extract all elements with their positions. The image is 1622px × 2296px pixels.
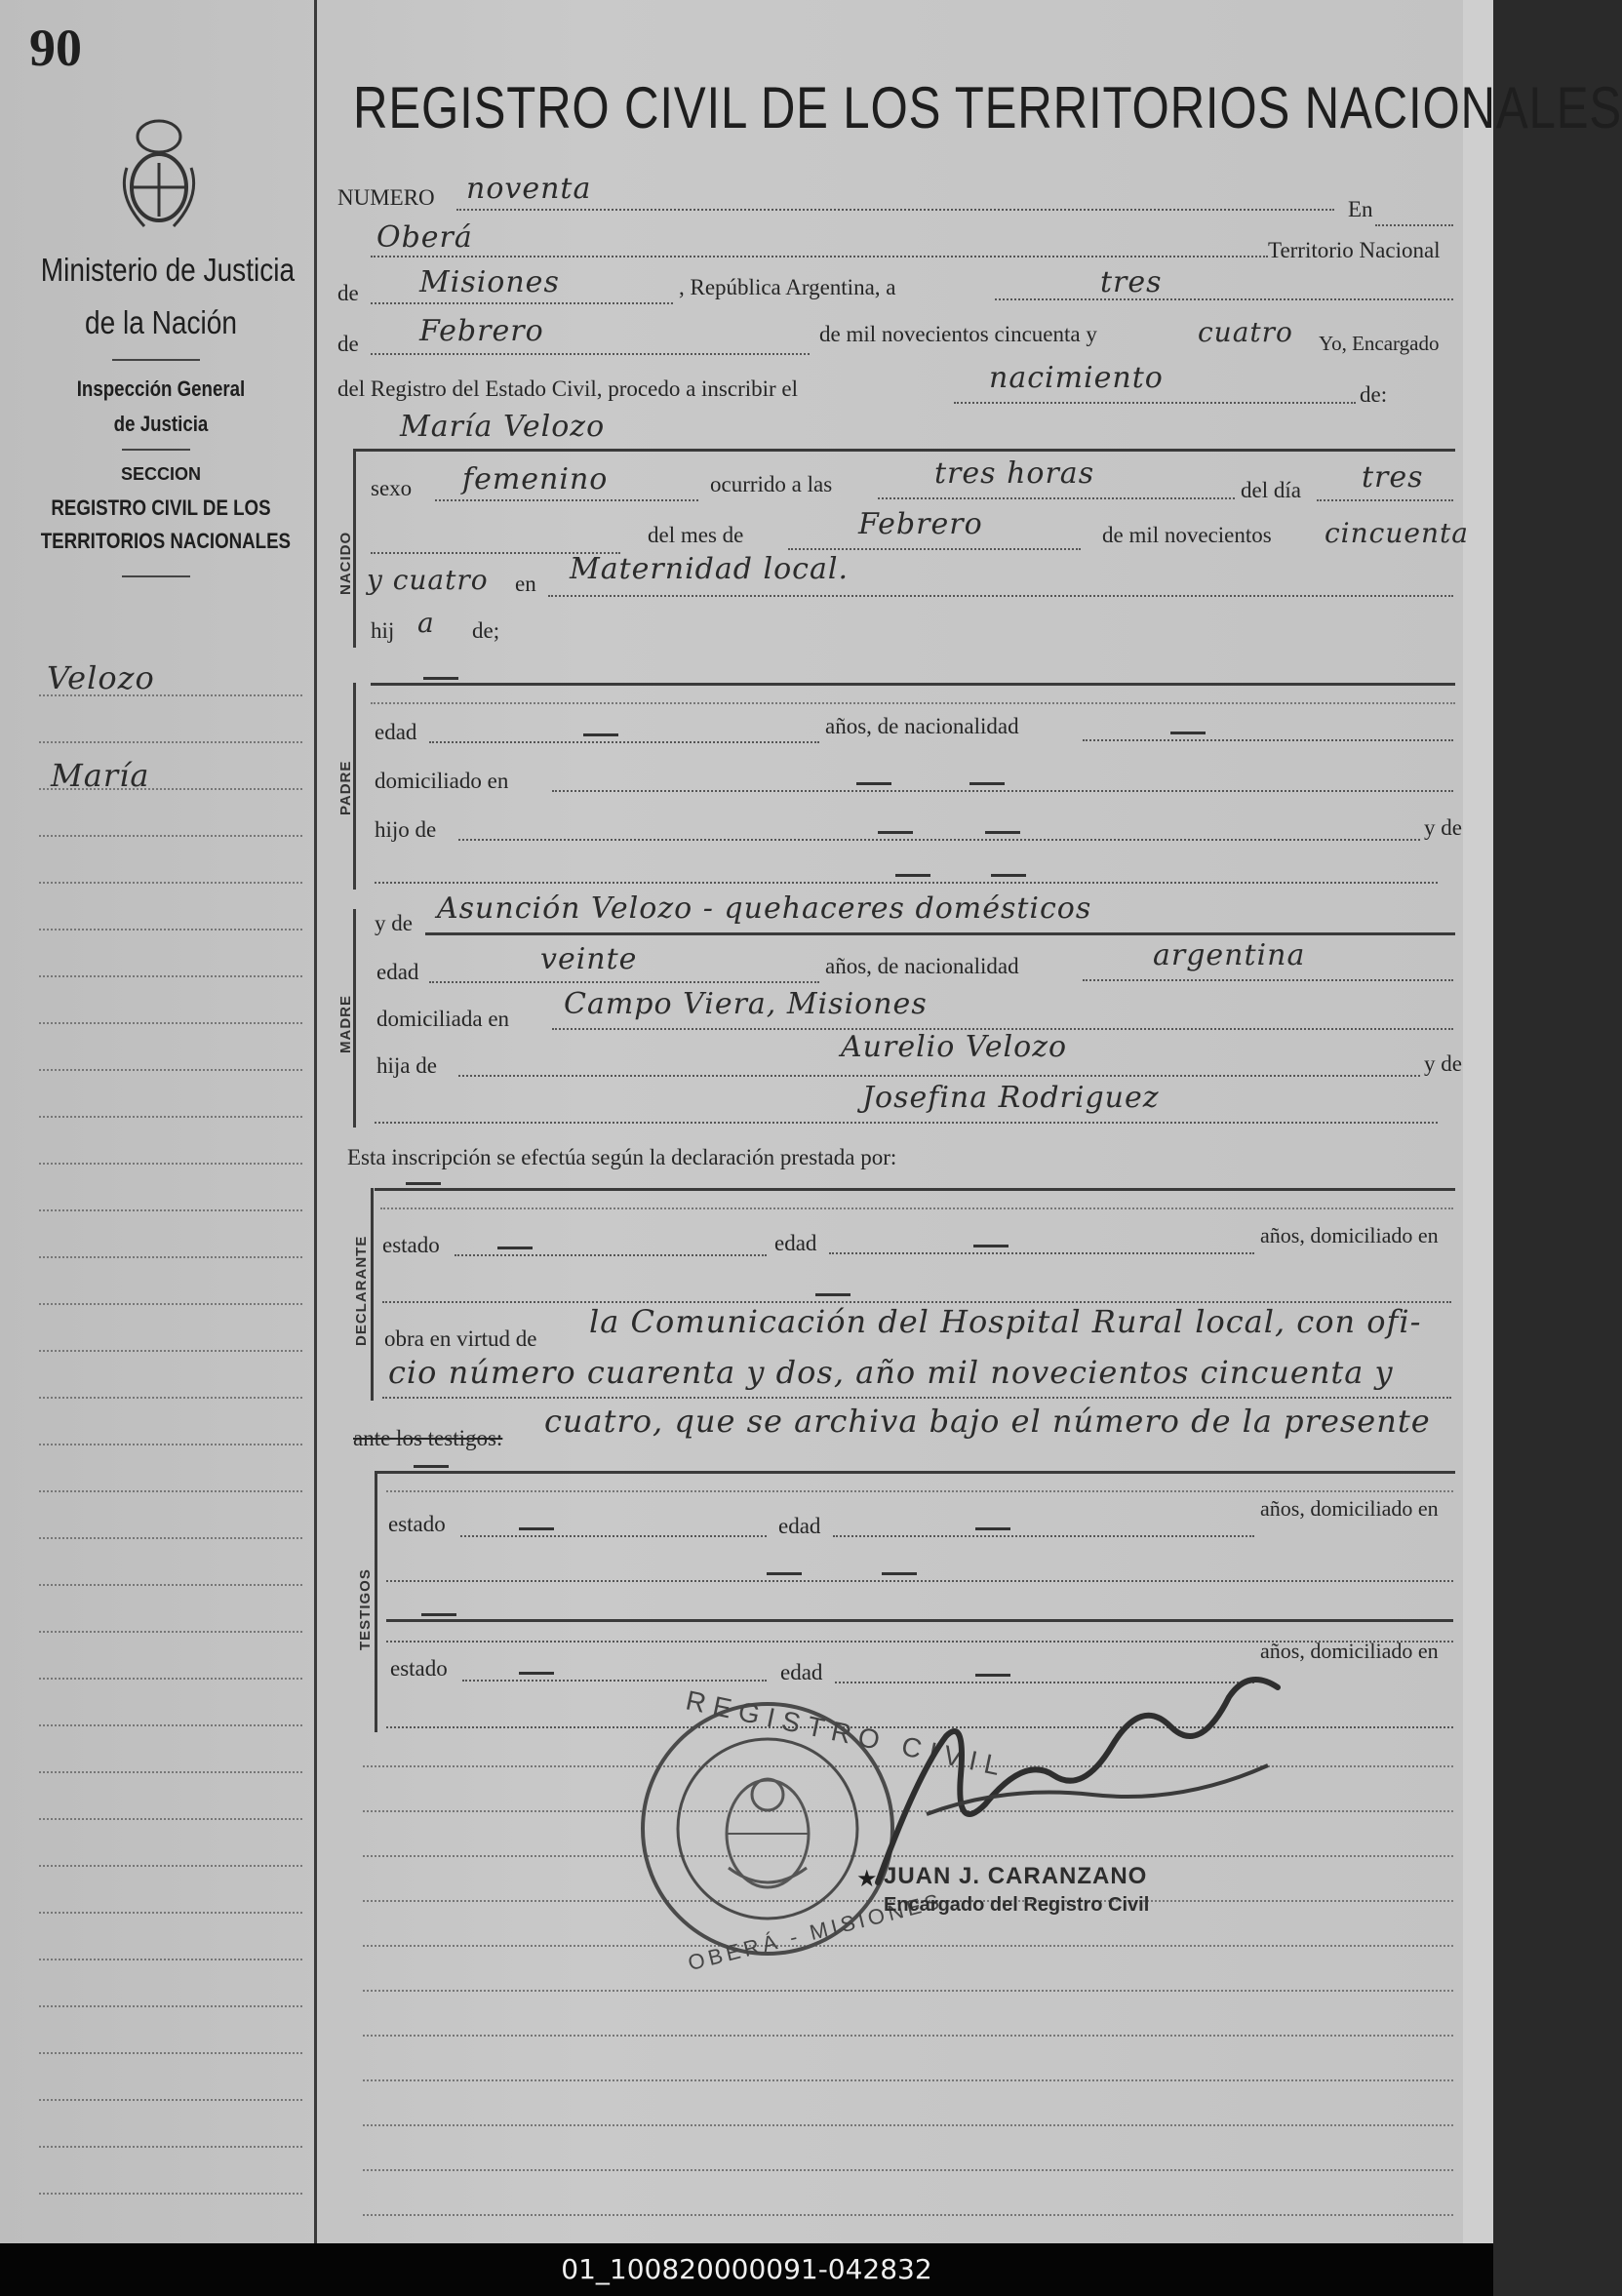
label-mil-nov-2: de mil novecientos — [1102, 523, 1272, 547]
label-del-mes: del mes de — [648, 523, 744, 547]
value-place: Maternidad local. — [570, 552, 849, 586]
margin-rule — [39, 1209, 302, 1211]
label-padre: PADRE — [337, 760, 354, 815]
rule-testigo2 — [386, 1619, 1453, 1622]
dash — [973, 1245, 1009, 1247]
dash — [985, 831, 1020, 834]
inspection-line1: Inspección General — [76, 376, 246, 401]
margin-rule — [39, 1912, 302, 1914]
margin-given-name: María — [51, 757, 150, 794]
label-del-dia: del día — [1241, 478, 1301, 502]
line-decl-state — [455, 1254, 767, 1256]
dash — [421, 1613, 456, 1616]
value-act: nacimiento — [989, 361, 1164, 395]
divider — [112, 359, 200, 361]
value-numero: noventa — [466, 172, 592, 206]
label-edad-madre: edad — [376, 960, 419, 984]
margin-rule — [39, 1865, 302, 1867]
margin-rule — [39, 1303, 302, 1305]
label-anios-domic-t2: años, domiciliado en — [1260, 1639, 1439, 1663]
margin-surname: Velozo — [47, 659, 155, 696]
margin-rule — [39, 882, 302, 884]
dash — [1170, 732, 1206, 734]
page-number: 90 — [29, 19, 82, 77]
line-t1-state — [460, 1535, 767, 1537]
margin-rule — [39, 2193, 302, 2195]
value-maternal-grandmother: Josefina Rodriguez — [862, 1081, 1160, 1115]
closing-rule — [363, 1945, 1453, 1947]
testigos-bracket — [375, 1471, 377, 1732]
line-hours — [878, 497, 1235, 499]
registrar-star-icon: ★ — [856, 1867, 878, 1892]
label-madre: MADRE — [337, 995, 354, 1053]
line-month — [371, 353, 810, 355]
closing-rule — [363, 2035, 1453, 2037]
label-domiciliado-padre: domiciliado en — [375, 769, 509, 793]
line-padre-parents — [458, 839, 1420, 841]
label-hij: hij — [371, 618, 395, 643]
line-numero — [456, 209, 1334, 211]
dash — [423, 677, 458, 680]
margin-rule — [39, 1818, 302, 1820]
declarante-bracket — [371, 1188, 374, 1401]
line-padre-nationality — [1083, 739, 1453, 741]
rule — [386, 1490, 1453, 1492]
rule-madre-name — [425, 932, 1455, 935]
line-birth-month — [788, 548, 1081, 550]
value-year-end: cuatro — [1198, 316, 1293, 348]
value-obra-line2: cio número cuarenta y dos, año mil novecientos cincuenta y — [388, 1354, 1394, 1391]
label-en: En — [1348, 197, 1373, 221]
label-estado-t1: estado — [388, 1512, 446, 1536]
label-territorio: Territorio Nacional — [1268, 238, 1441, 262]
dash — [414, 1465, 449, 1468]
margin-rule — [39, 2005, 302, 2007]
line-decl-age — [829, 1252, 1254, 1254]
dash — [815, 1293, 851, 1296]
dash — [882, 1572, 917, 1575]
closing-rule — [363, 2214, 1453, 2216]
label-yo-encargado: Yo, Encargado — [1319, 332, 1440, 355]
page-title: REGISTRO CIVIL DE LOS TERRITORIOS NACIONALES — [353, 75, 1622, 140]
margin-rule — [39, 1256, 302, 1258]
value-hij: a — [417, 607, 435, 639]
label-de-1: de — [337, 281, 359, 305]
line-madre-parents — [458, 1075, 1420, 1077]
value-maternal-grandfather: Aurelio Velozo — [841, 1030, 1068, 1064]
closing-rule — [363, 2124, 1453, 2126]
value-birth-day: tres — [1362, 460, 1424, 495]
rule-testigos-top — [375, 1471, 1455, 1474]
margin-rule — [39, 1631, 302, 1633]
line-obra-2 — [382, 1397, 1451, 1399]
closing-rule — [363, 1990, 1453, 1992]
value-mother-age: veinte — [540, 942, 638, 976]
line-place — [548, 595, 1453, 597]
argentine-coat-of-arms-icon — [115, 109, 203, 236]
dash — [895, 874, 930, 877]
line-padre-domicile — [552, 790, 1453, 792]
line-locality — [371, 256, 1268, 257]
label-edad-decl: edad — [774, 1231, 817, 1255]
rule — [371, 702, 1455, 704]
label-inscripcion: Esta inscripción se efectúa según la declaración prestada por: — [347, 1145, 897, 1169]
value-mother-nationality: argentina — [1153, 938, 1306, 972]
margin-rule — [39, 1350, 302, 1352]
margin-rule — [39, 1724, 302, 1726]
margin-rule — [39, 1163, 302, 1165]
label-anios-domic-decl: años, domiciliado en — [1260, 1223, 1439, 1247]
line-t2-state — [462, 1680, 767, 1682]
margin-rule — [39, 1069, 302, 1071]
line-padre-extra — [375, 882, 1438, 884]
value-sex: femenino — [462, 462, 609, 496]
margin-rule — [39, 1678, 302, 1680]
margin-rule — [39, 975, 302, 977]
margin-rule — [39, 1537, 302, 1539]
label-estado-t2: estado — [390, 1656, 448, 1681]
margin-rule — [39, 1397, 302, 1399]
line-act — [954, 402, 1356, 404]
section-line1: REGISTRO CIVIL DE LOS — [51, 495, 271, 520]
label-ocurrido: ocurrido a las — [710, 472, 833, 496]
label-edad-t1: edad — [778, 1514, 821, 1538]
label-numero: NUMERO — [337, 185, 435, 210]
label-sexo: sexo — [371, 476, 413, 500]
file-id-bar — [0, 2243, 1493, 2296]
label-testigos: TESTIGOS — [357, 1568, 374, 1650]
line-t1-age — [833, 1535, 1254, 1537]
margin-rule — [39, 1116, 302, 1118]
value-mother-domicile: Campo Viera, Misiones — [564, 987, 928, 1021]
label-nacido: NACIDO — [337, 531, 354, 595]
line-territory — [371, 302, 673, 304]
margin-rule — [39, 929, 302, 930]
value-obra-line3: cuatro, que se archiva bajo el número de la presente — [544, 1403, 1431, 1440]
dash — [497, 1247, 533, 1249]
value-month: Febrero — [419, 314, 544, 348]
label-de-colon: de; — [472, 618, 500, 643]
divider — [122, 449, 190, 451]
line-day — [995, 298, 1453, 300]
ministry-line1: Ministerio de Justicia — [40, 252, 296, 288]
value-mother: Asunción Velozo - quehaceres domésticos — [437, 891, 1092, 926]
dash — [878, 831, 913, 834]
dash — [519, 1527, 554, 1530]
inspection-line2: de Justicia — [113, 412, 209, 436]
margin-rule — [39, 1444, 302, 1445]
line-en — [1375, 224, 1453, 226]
label-hijo-de: hijo de — [375, 817, 437, 842]
label-y-de-padre: y de — [1424, 815, 1462, 840]
rule-nacido-top — [353, 449, 1455, 452]
value-year-2: y cuatro — [367, 564, 489, 596]
dash — [856, 782, 891, 785]
label-edad-t2: edad — [780, 1660, 823, 1684]
margin-rule — [39, 835, 302, 837]
label-de-2: de — [337, 332, 359, 356]
rule — [380, 1207, 1453, 1209]
dash — [991, 874, 1026, 877]
dash — [975, 1527, 1010, 1530]
dash — [406, 1182, 441, 1185]
value-obra-line1: la Comunicación del Hospital Rural local, con ofi- — [589, 1303, 1422, 1340]
label-mil-novecientos: de mil novecientos cincuenta y — [819, 322, 1097, 346]
label-en-place: en — [515, 572, 536, 596]
closing-rule — [363, 2169, 1453, 2171]
label-ante-los-testigos: ante los testigos: — [353, 1426, 503, 1450]
ministry-line2: de la Nación — [85, 304, 237, 340]
label-hija-de: hija de — [376, 1053, 437, 1078]
label-anios-nac-padre: años, de nacionalidad — [825, 714, 1019, 738]
line-madre-extra — [375, 1122, 1438, 1124]
margin-rule — [39, 1490, 302, 1492]
registrar-title: Encargado del Registro Civil — [884, 1894, 1150, 1916]
line-madre-age — [429, 981, 819, 983]
label-declarante: DECLARANTE — [353, 1235, 370, 1346]
label-anios-domic-t1: años, domiciliado en — [1260, 1496, 1439, 1521]
margin-rule — [39, 1022, 302, 1024]
label-republica: , República Argentina, a — [679, 275, 896, 299]
margin-rule — [39, 1584, 302, 1586]
margin-rule — [39, 1959, 302, 1960]
line-t1-address — [386, 1580, 1453, 1582]
label-y-de-madre: y de — [375, 911, 413, 935]
line-padre-age — [429, 741, 819, 743]
label-y-de-madre-2: y de — [1424, 1051, 1462, 1076]
margin-rule — [39, 1771, 302, 1773]
label-anios-nac-madre: años, de nacionalidad — [825, 954, 1019, 978]
value-year-1: cincuenta — [1325, 517, 1469, 549]
label-del-registro: del Registro del Estado Civil, procedo a inscribir el — [337, 376, 799, 401]
margin-rule — [39, 2052, 302, 2054]
label-domiciliada: domiciliada en — [376, 1007, 510, 1031]
label-edad-padre: edad — [375, 720, 417, 744]
margin-divider — [314, 0, 317, 2243]
line-sex — [435, 499, 698, 501]
dash — [583, 733, 618, 736]
divider — [122, 575, 190, 577]
line-birth-day — [1317, 499, 1453, 501]
value-child-name: María Velozo — [400, 410, 606, 444]
margin-rule — [39, 2146, 302, 2148]
rule-padre-top — [371, 683, 1455, 686]
margin-rule — [39, 741, 302, 743]
rule-declarante-top — [375, 1188, 1455, 1191]
dash — [519, 1672, 554, 1675]
seal-text-top: REGISTRO CIVIL — [683, 1684, 1010, 1783]
label-obra-en-virtud: obra en virtud de — [384, 1326, 537, 1351]
line-madre-nationality — [1083, 979, 1453, 981]
seal-text-bottom: OBERÁ - MISIONES — [685, 1887, 946, 1976]
dash — [767, 1572, 802, 1575]
registrar-name: JUAN J. CARANZANO — [884, 1863, 1148, 1889]
dash — [969, 782, 1005, 785]
section-line2: TERRITORIOS NACIONALES — [40, 529, 292, 553]
section-label: SECCION — [120, 464, 201, 484]
margin-rule — [39, 2099, 302, 2101]
value-birth-month: Febrero — [858, 507, 983, 541]
value-locality: Oberá — [376, 220, 473, 255]
closing-rule — [363, 2079, 1453, 2081]
label-de-3: de: — [1360, 382, 1388, 407]
label-estado-decl: estado — [382, 1233, 440, 1257]
value-hours: tres horas — [934, 456, 1095, 491]
value-territory: Misiones — [419, 265, 560, 299]
file-id: 01_100820000091-042832 — [561, 2253, 932, 2285]
value-day: tres — [1100, 265, 1163, 299]
